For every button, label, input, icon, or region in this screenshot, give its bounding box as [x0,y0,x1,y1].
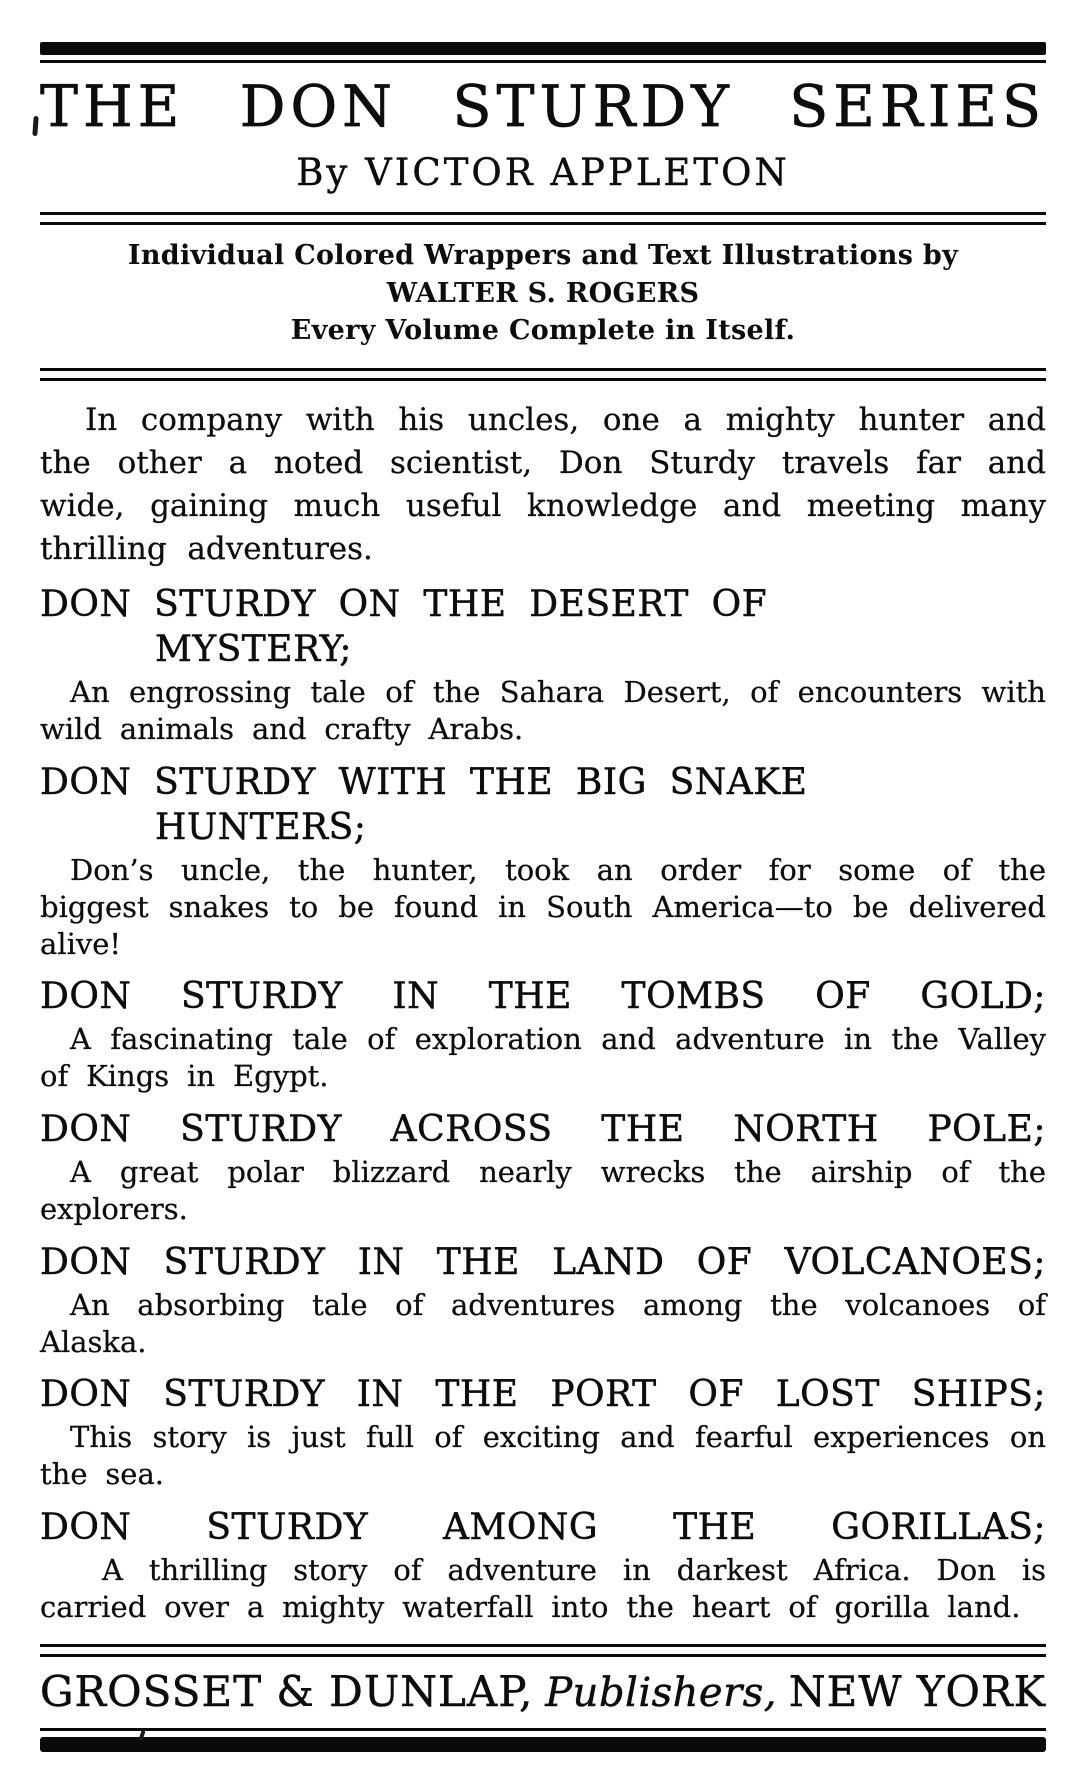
thick-rule [40,42,1046,55]
book-title [40,1107,1046,1152]
book-title [40,582,1046,672]
book-description: A great polar blizzard nearly wrecks the airship of the explorers. [40,1155,1046,1226]
book-title [40,1372,1046,1417]
book-title [40,760,1046,850]
book-entry [40,974,1046,1095]
divider-rule [40,212,1046,225]
book-title-line: DON STURDY ON THE DESERT OF [40,584,768,626]
book-title-line: MYSTERY; [155,629,353,671]
book-title [40,1240,1046,1285]
book-description: This story is just full of exciting and fearful experiences on the sea. [40,1420,1046,1492]
thin-rule [40,60,1046,63]
book-title-line: DON STURDY IN THE LAND OF VOLCANOES; [40,1241,1046,1283]
book-description: An engrossing tale of the Sahara Desert, of encounters with wild animals and crafty Arabs. [40,675,1046,747]
divider-rule [40,1644,1046,1657]
book-entry [40,1107,1046,1228]
illustrator-credit-line: Individual Colored Wrappers and Text Illustrations by [127,239,959,271]
credits-block [40,237,1046,350]
volume-note: Every Volume Complete in Itself. [290,315,796,347]
divider-rule [40,368,1046,381]
book-entry [40,582,1046,748]
publisher-city: NEW YORK [788,1666,1046,1716]
book-entry [40,1505,1046,1626]
series-title: THE DON STURDY SERIES [40,74,1046,140]
book-title-line: DON STURDY IN THE PORT OF LOST SHIPS; [40,1374,1046,1416]
book-description: A thrilling story of adventure in darkest Africa. Don is carried over a mighty waterfall into the heart of gorilla land. [40,1553,1046,1624]
illustrator-name: WALTER S. ROGERS [386,277,700,309]
book-title [40,974,1046,1019]
book-description: A fascinating tale of exploration and adventure in the Valley of Kings in Egypt. [40,1022,1046,1094]
book-entry [40,1372,1046,1493]
book-entry [40,1240,1046,1361]
author-byline: By VICTOR APPLETON [296,150,790,194]
bottom-border-rule [40,1728,1046,1752]
book-title-line: HUNTERS; [155,806,367,848]
thick-rule [40,1737,1046,1752]
thin-rule [40,1728,1046,1731]
book-title-line: DON STURDY WITH THE BIG SNAKE [40,761,808,803]
book-list [40,582,1046,1625]
publisher-name: GROSSET & DUNLAP, [40,1666,534,1716]
book-description: Don’s uncle, the hunter, took an order for some of the biggest snakes to be found in South America—to be delivered alive! [40,852,1046,961]
series-introduction: In company with his uncles, one a mighty hunter and the other a noted scientist, Don Sturdy travels far and wide, gaining much useful knowledge and meeting many thrilling adventures. [40,402,1046,567]
book-title-line: DON STURDY ACROSS THE NORTH POLE; [40,1109,1046,1151]
publisher-role: Publishers, [545,1669,777,1716]
book-title-line: DON STURDY IN THE TOMBS OF GOLD; [40,976,1046,1018]
book-title [40,1505,1046,1550]
book-title-line: DON STURDY AMONG THE GORILLAS; [40,1507,1046,1549]
book-description: An absorbing tale of adventures among the volcanoes of Alaska. [40,1287,1046,1359]
publisher-line [40,1667,1046,1716]
top-border-rule [40,42,1046,63]
book-entry [40,760,1046,962]
